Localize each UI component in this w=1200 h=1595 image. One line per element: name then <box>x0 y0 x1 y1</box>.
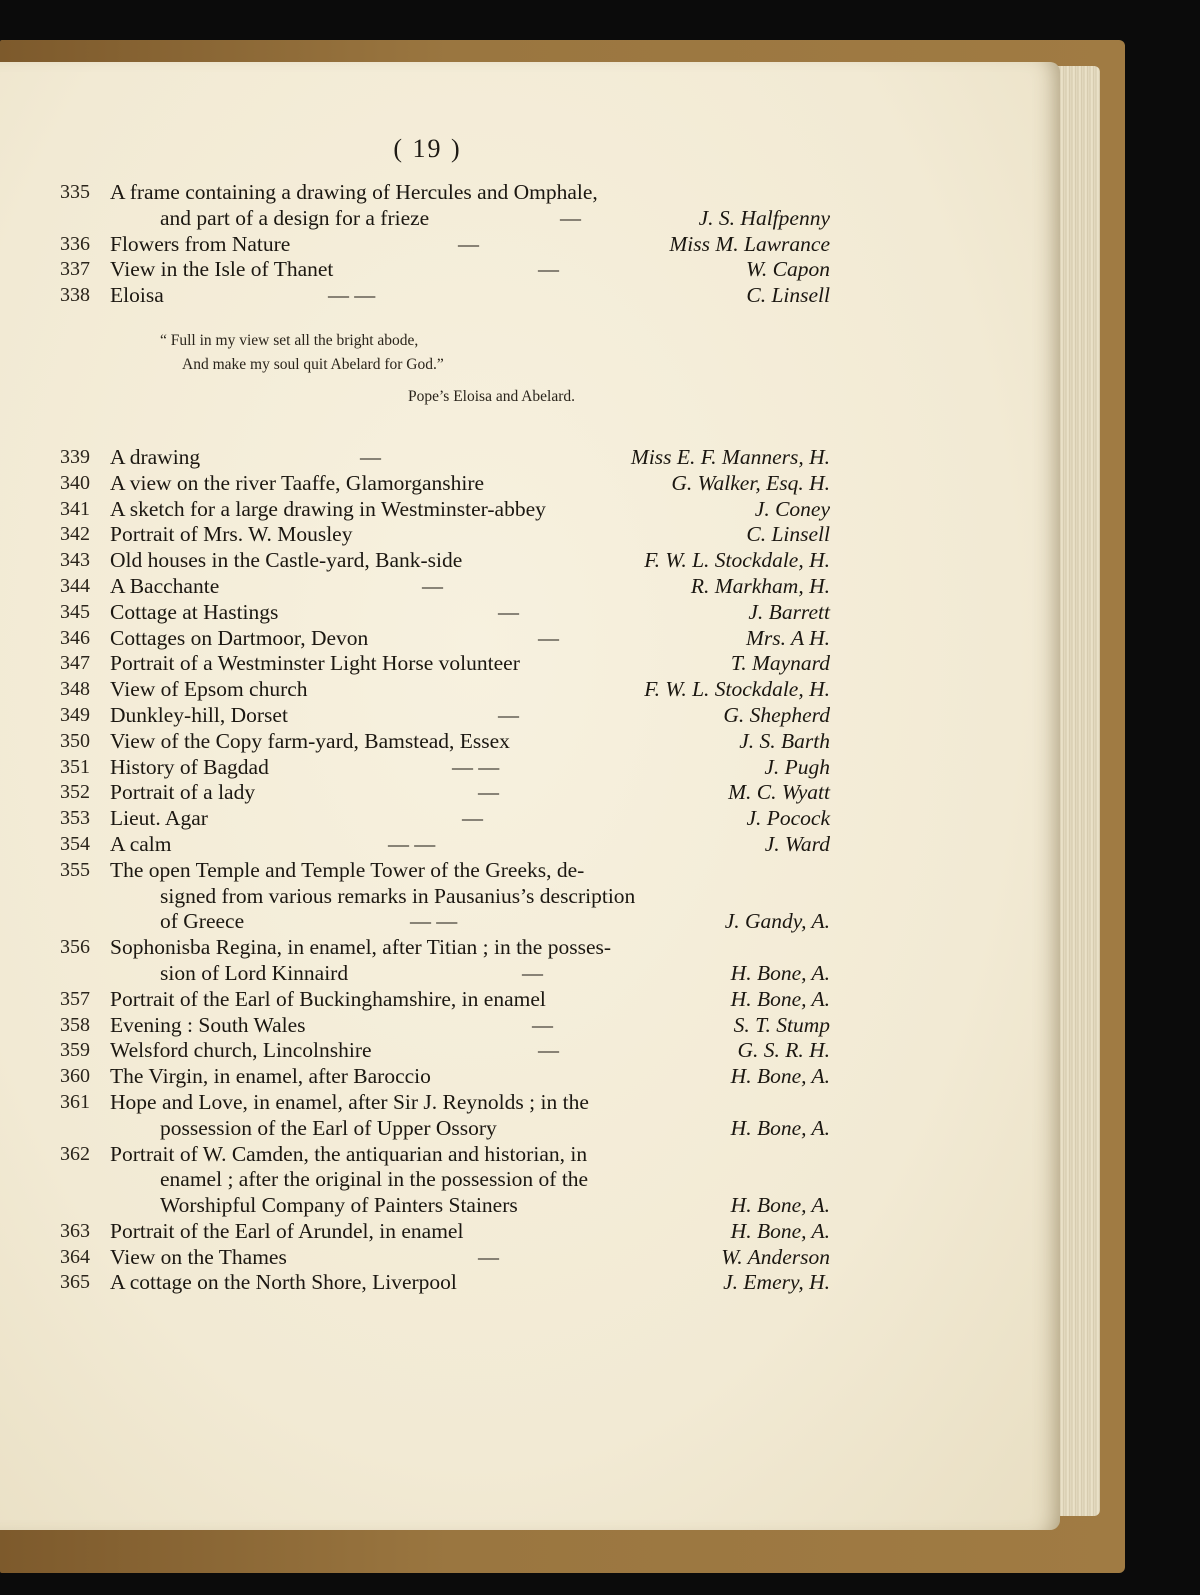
entry-dash: — <box>532 1012 553 1037</box>
catalogue-entry <box>60 232 830 258</box>
entry-artist: J. Gandy, A. <box>724 909 830 934</box>
entry-title: and part of a design for a frieze <box>160 205 430 230</box>
entry-title: possession of the Earl of Upper Ossory <box>160 1115 497 1140</box>
entry-number: 357 <box>60 987 90 1010</box>
entry-line <box>60 1064 830 1090</box>
entry-title: Portrait of Mrs. W. Mousley <box>110 522 353 547</box>
entry-line <box>60 935 830 961</box>
entry-dash: — <box>538 625 559 650</box>
entry-title: Old houses in the Castle-yard, Bank-side <box>110 548 463 573</box>
entry-line <box>60 232 830 258</box>
entry-line <box>60 832 830 858</box>
catalogue-entry <box>60 283 830 309</box>
entry-artist: T. Maynard <box>730 651 830 676</box>
entry-number: 350 <box>60 729 90 752</box>
entry-title: Portrait of a lady <box>110 780 256 805</box>
entry-line <box>60 1116 830 1142</box>
entry-dash: — <box>360 444 381 469</box>
entry-artist: F. W. L. Stockdale, H. <box>644 677 830 702</box>
catalogue-entry <box>60 935 830 987</box>
entry-dash: — <box>560 205 581 230</box>
entry-dash: — — <box>328 283 376 308</box>
entry-line <box>60 626 830 652</box>
quote-line-2: And make my soul quit Abelard for God.” <box>182 355 444 373</box>
entry-artist: H. Bone, A. <box>730 960 830 985</box>
entry-artist: Miss M. Lawrance <box>669 231 830 256</box>
entry-artist: R. Markham, H. <box>690 573 830 598</box>
entry-artist: H. Bone, A. <box>730 1218 830 1243</box>
catalogue-entry <box>60 1270 830 1296</box>
entry-line <box>60 497 830 523</box>
entry-title: Lieut. Agar <box>110 806 208 831</box>
entry-artist: Mrs. A H. <box>745 625 830 650</box>
entry-line <box>60 600 830 626</box>
entry-title: Evening : South Wales <box>110 1012 306 1037</box>
catalogue-entry <box>60 626 830 652</box>
catalogue-entry <box>60 445 830 471</box>
entry-title: A Bacchante <box>110 573 220 598</box>
catalogue-entry <box>60 600 830 626</box>
entry-artist: F. W. L. Stockdale, H. <box>644 548 830 573</box>
entry-number: 342 <box>60 523 90 546</box>
catalogue-entry <box>60 677 830 703</box>
entry-number: 336 <box>60 232 90 255</box>
catalogue-entry <box>60 780 830 806</box>
entry-number: 344 <box>60 574 90 597</box>
entry-title: History of Bagdad <box>110 754 269 779</box>
entry-title: Portrait of a Westminster Light Horse volunteer <box>110 651 520 676</box>
catalogue-entries <box>60 180 830 1296</box>
entry-title: The open Temple and Temple Tower of the Greeks, de- <box>110 857 585 882</box>
entry-artist: H. Bone, A. <box>730 1193 830 1218</box>
entry-line <box>60 987 830 1013</box>
entry-group-1 <box>60 180 830 309</box>
entry-title: View on the Thames <box>110 1244 287 1269</box>
entry-title: Hope and Love, in enamel, after Sir J. Reynolds ; in the <box>110 1089 589 1114</box>
entry-number: 353 <box>60 807 90 830</box>
entry-dash: — <box>458 231 479 256</box>
entry-title: A calm <box>110 831 172 856</box>
entry-line <box>60 651 830 677</box>
entry-line <box>60 858 830 884</box>
entry-artist: G. Walker, Esq. H. <box>671 470 830 495</box>
catalogue-entry <box>60 257 830 283</box>
entry-artist: H. Bone, A. <box>730 986 830 1011</box>
entry-number: 351 <box>60 755 90 778</box>
entry-line <box>60 180 830 206</box>
entry-artist: G. Shepherd <box>723 702 830 727</box>
entry-line <box>60 884 830 910</box>
entry-artist: J. Barrett <box>748 599 830 624</box>
entry-artist: J. S. Barth <box>739 728 830 753</box>
entry-artist: J. Pugh <box>764 754 830 779</box>
entry-title: A drawing <box>110 444 201 469</box>
entry-title: Portrait of W. Camden, the antiquarian and historian, in <box>110 1141 588 1166</box>
entry-artist: C. Linsell <box>746 283 830 308</box>
entry-artist: H. Bone, A. <box>730 1115 830 1140</box>
entry-number: 356 <box>60 936 90 959</box>
catalogue-entry <box>60 180 830 232</box>
entry-line <box>60 729 830 755</box>
entry-artist: S. T. Stump <box>733 1012 830 1037</box>
entry-artist: W. Anderson <box>721 1244 830 1269</box>
entry-artist: C. Linsell <box>746 522 830 547</box>
catalogue-entry <box>60 1064 830 1090</box>
entry-line <box>60 755 830 781</box>
entry-number: 346 <box>60 626 90 649</box>
catalogue-entry <box>60 1219 830 1245</box>
entry-line <box>60 703 830 729</box>
entry-number: 361 <box>60 1090 90 1113</box>
entry-title: View in the Isle of Thanet <box>110 257 334 282</box>
entry-title: Sophonisba Regina, in enamel, after Titian ; in the posses- <box>110 935 612 960</box>
entry-title: Flowers from Nature <box>110 231 291 256</box>
catalogue-entry <box>60 1038 830 1064</box>
entry-title: signed from various remarks in Pausanius’s description <box>160 883 636 908</box>
entry-title: Portrait of the Earl of Buckinghamshire, in enamel <box>110 986 546 1011</box>
entry-line <box>60 1270 830 1296</box>
catalogue-entry <box>60 1245 830 1271</box>
entry-number: 345 <box>60 600 90 623</box>
entry-number: 359 <box>60 1039 90 1062</box>
catalogue-entry <box>60 703 830 729</box>
entry-dash: — <box>498 702 519 727</box>
entry-artist: J. Ward <box>764 831 830 856</box>
entry-title: A cottage on the North Shore, Liverpool <box>110 1270 457 1295</box>
entry-number: 340 <box>60 471 90 494</box>
entry-dash: — <box>422 573 443 598</box>
entry-title: A sketch for a large drawing in Westminster-abbey <box>110 496 546 521</box>
entry-number: 349 <box>60 703 90 726</box>
entry-line <box>60 1142 830 1168</box>
catalogue-entry <box>60 755 830 781</box>
quote-source: Pope’s Eloisa and Abelard. <box>408 387 576 405</box>
entry-artist: H. Bone, A. <box>730 1064 830 1089</box>
entry-number: 365 <box>60 1271 90 1294</box>
entry-title: Dunkley-hill, Dorset <box>110 702 288 727</box>
catalogue-entry <box>60 1090 830 1142</box>
entry-line <box>60 1013 830 1039</box>
entry-number: 354 <box>60 832 90 855</box>
entry-number: 355 <box>60 858 90 881</box>
catalogue-entry <box>60 1142 830 1219</box>
entry-artist: J. S. Halfpenny <box>698 205 830 230</box>
catalogue-entry <box>60 574 830 600</box>
entry-line <box>60 677 830 703</box>
entry-title: Worshipful Company of Painters Stainers <box>160 1193 518 1218</box>
entry-number: 363 <box>60 1219 90 1242</box>
entry-title: View of Epsom church <box>110 677 308 702</box>
entry-title: of Greece <box>160 909 245 934</box>
entry-dash: — — <box>452 754 500 779</box>
entry-artist: Miss E. F. Manners, H. <box>630 444 830 469</box>
entry-artist: J. Coney <box>754 496 830 521</box>
entry-title: Cottages on Dartmoor, Devon <box>110 625 369 650</box>
entry-title: Eloisa <box>110 283 164 308</box>
entry-number: 364 <box>60 1245 90 1268</box>
entry-dash: — <box>498 599 519 624</box>
catalogue-entry <box>60 471 830 497</box>
entry-group-2 <box>60 445 830 1296</box>
entry-number: 360 <box>60 1065 90 1088</box>
entry-title: The Virgin, in enamel, after Baroccio <box>110 1064 431 1089</box>
entry-line <box>60 909 830 935</box>
entry-dash: — <box>538 1038 559 1063</box>
entry-line <box>60 445 830 471</box>
catalogue-entry <box>60 651 830 677</box>
entry-line <box>60 283 830 309</box>
entry-dash: — — <box>410 909 458 934</box>
entry-line <box>60 1219 830 1245</box>
entry-line <box>60 471 830 497</box>
entry-dash: — <box>478 780 499 805</box>
quote-line-1: “ Full in my view set all the bright abode, <box>160 331 419 349</box>
entry-number: 352 <box>60 781 90 804</box>
entry-title: Welsford church, Lincolnshire <box>110 1038 372 1063</box>
entry-dash: — — <box>388 831 436 856</box>
entry-line <box>60 522 830 548</box>
entry-line <box>60 1038 830 1064</box>
entry-artist: J. Pocock <box>746 806 830 831</box>
entry-dash: — <box>538 257 559 282</box>
entry-title: A view on the river Taaffe, Glamorganshire <box>110 470 485 495</box>
verse-quotation <box>60 329 830 409</box>
entry-number: 348 <box>60 678 90 701</box>
entry-line <box>60 574 830 600</box>
entry-line <box>60 257 830 283</box>
entry-line <box>60 206 830 232</box>
entry-number: 347 <box>60 652 90 675</box>
entry-line <box>60 806 830 832</box>
entry-number: 343 <box>60 549 90 572</box>
entry-dash: — <box>478 1244 499 1269</box>
catalogue-entry <box>60 548 830 574</box>
catalogue-entry <box>60 1013 830 1039</box>
entry-line <box>60 1245 830 1271</box>
catalogue-entry <box>60 858 830 935</box>
entry-artist: J. Emery, H. <box>723 1270 830 1295</box>
entry-number: 339 <box>60 445 90 468</box>
entry-line <box>60 780 830 806</box>
entry-number: 338 <box>60 284 90 307</box>
entry-artist: M. C. Wyatt <box>728 780 830 805</box>
entry-title: Cottage at Hastings <box>110 599 279 624</box>
catalogue-entry <box>60 729 830 755</box>
catalogue-entry <box>60 987 830 1013</box>
entry-number: 362 <box>60 1142 90 1165</box>
entry-dash: — <box>522 960 543 985</box>
entry-title: sion of Lord Kinnaird <box>160 960 349 985</box>
entry-number: 337 <box>60 258 90 281</box>
entry-line <box>60 548 830 574</box>
entry-line <box>60 1193 830 1219</box>
catalogue-entry <box>60 497 830 523</box>
entry-line <box>60 1167 830 1193</box>
entry-title: A frame containing a drawing of Hercules and Omphale, <box>110 180 598 204</box>
entry-dash: — <box>462 806 483 831</box>
entry-number: 335 <box>60 181 90 203</box>
entry-line <box>60 1090 830 1116</box>
catalogue-entry <box>60 522 830 548</box>
entry-artist: W. Capon <box>745 257 830 282</box>
catalogue-entry <box>60 806 830 832</box>
entry-title: View of the Copy farm-yard, Bamstead, Essex <box>110 728 510 753</box>
entry-artist: G. S. R. H. <box>737 1038 830 1063</box>
entry-title: Portrait of the Earl of Arundel, in enamel <box>110 1218 464 1243</box>
entry-title: enamel ; after the original in the possession of the <box>160 1167 589 1192</box>
page-number: ( 19 ) <box>393 134 462 163</box>
catalogue-entry <box>60 832 830 858</box>
entry-number: 341 <box>60 497 90 520</box>
entry-line <box>60 961 830 987</box>
entry-number: 358 <box>60 1013 90 1036</box>
